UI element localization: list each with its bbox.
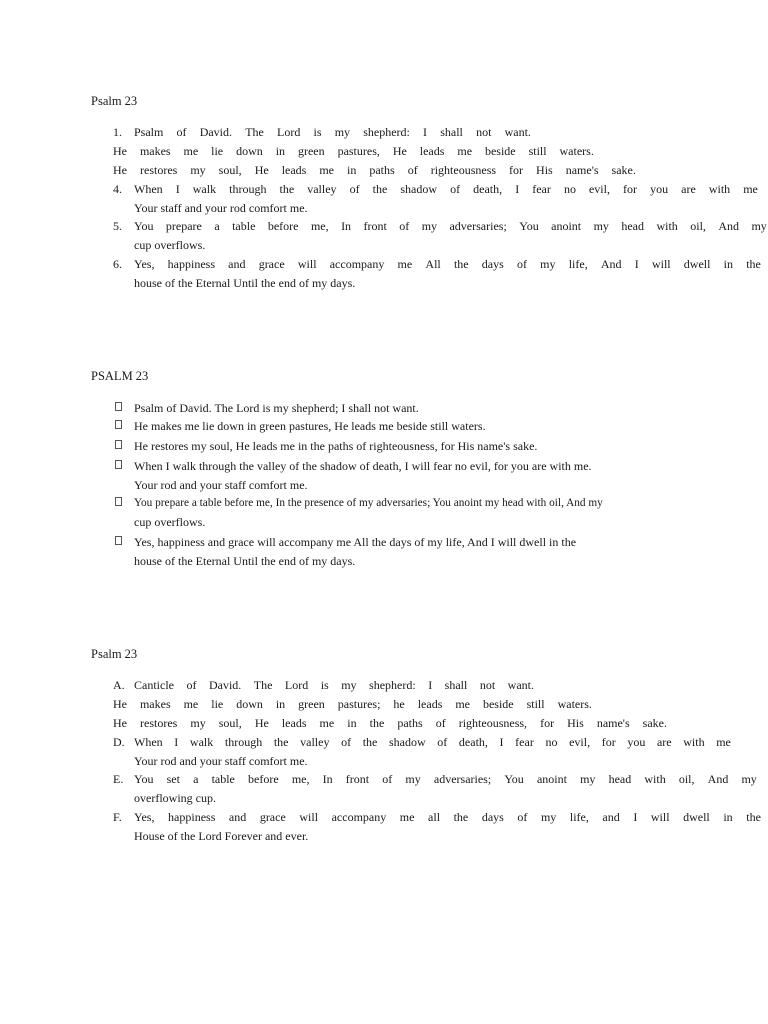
list-item-continuation: Your rod and your staff comfort me. [134,754,308,768]
list-item-continuation: Your staff and your rod comfort me. [134,201,308,215]
list-marker: F. [113,810,122,824]
list-item: You set a table before me, In front of my adversaries; You anoint my head with oil, And my [134,772,757,786]
list-item-continuation: Your rod and your staff comfort me. [134,478,308,492]
list-item-continuation: House of the Lord Forever and ever. [134,829,309,843]
list-marker: A. [113,678,125,692]
list-item: Psalm of David. The Lord is my shepherd: I shall not want. [134,125,531,139]
list-marker: 4. [113,182,122,196]
bullet-box-icon [115,440,122,449]
bullet-box-icon [115,402,122,411]
list-item: When I walk through the valley of the shadow of death, I fear no evil, for you are with me [134,735,731,749]
list-marker: D. [113,735,125,749]
section-heading: Psalm 23 [91,94,138,108]
list-item: He makes me lie down in green pastures; he leads me beside still waters. [113,697,592,711]
list-item: He restores my soul, He leads me in paths of righteousness for His name's sake. [113,163,636,177]
list-marker: 5. [113,219,122,233]
list-item: He makes me lie down in green pastures, He leads me beside still waters. [113,144,594,158]
list-item-continuation: house of the Eternal Until the end of my days. [134,554,356,568]
list-item: You prepare a table before me, In front of my adversaries; You anoint my head with oil, And my [134,219,767,233]
list-item-continuation: cup overflows. [134,238,206,252]
list-item: He restores my soul, He leads me in the paths of righteousness, for His name's sake. [113,716,667,730]
list-item: Yes, happiness and grace will accompany me All the days of my life, And I will dwell in the [134,257,761,271]
list-item: Canticle of David. The Lord is my shepherd: I shall not want. [134,678,534,692]
list-item-continuation: overflowing cup. [134,791,216,805]
list-marker: E. [113,772,124,786]
list-item: He makes me lie down in green pastures, He leads me beside still waters. [134,419,486,433]
bullet-box-icon [115,497,122,506]
bullet-box-icon [115,460,122,469]
bullet-box-icon [115,420,122,429]
list-item: Yes, happiness and grace will accompany me all the days of my life, and I will dwell in the [134,810,761,824]
list-item-continuation: house of the Eternal Until the end of my days. [134,276,356,290]
list-item: When I walk through the valley of the shadow of death, I fear no evil, for you are with me [134,182,758,196]
list-item-continuation: cup overflows. [134,515,206,529]
bullet-box-icon [115,536,122,545]
list-item: Yes, happiness and grace will accompany me All the days of my life, And I will dwell in the [134,535,577,549]
list-item: Psalm of David. The Lord is my shepherd; I shall not want. [134,401,419,415]
list-marker: 6. [113,257,122,271]
list-item: You prepare a table before me, In the presence of my adversaries; You anoint my head with oil, And my [134,497,603,509]
section-heading: Psalm 23 [91,647,138,661]
list-item: He restores my soul, He leads me in the paths of righteousness, for His name's sake. [134,439,538,453]
section-heading: PSALM 23 [91,369,149,383]
list-item: When I walk through the valley of the shadow of death, I will fear no evil, for you are with me. [134,459,592,473]
list-marker: 1. [113,125,122,139]
